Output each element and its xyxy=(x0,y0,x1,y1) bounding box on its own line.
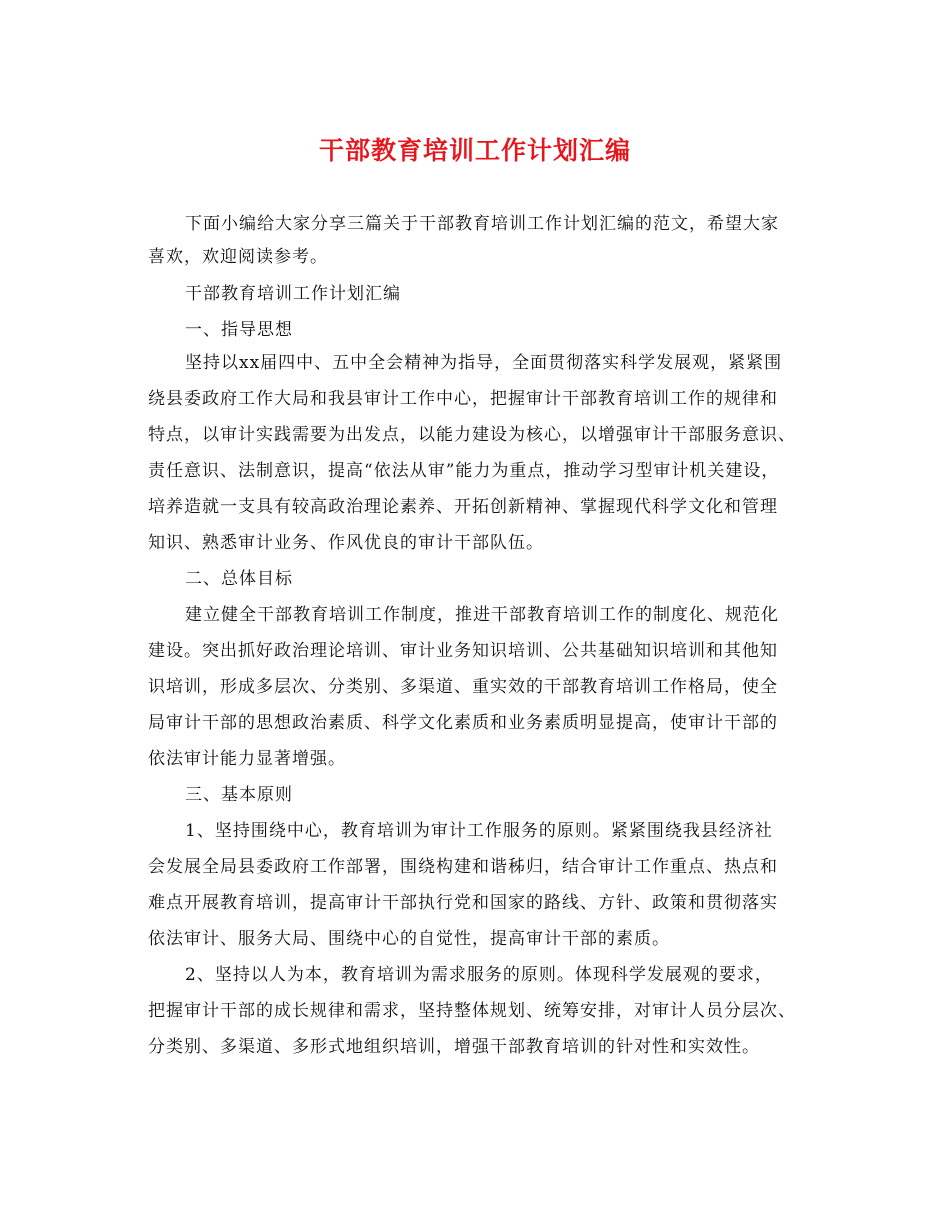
paragraph-line: 会发展全局县委政府工作部署，围绕构建和谐秭归，结合审计工作重点、热点和 xyxy=(148,857,778,877)
section-heading: 一、指导思想 xyxy=(185,320,293,340)
subtitle: 干部教育培训工作计划汇编 xyxy=(185,284,401,304)
paragraph-line: 依法审计、服务大局、围绕中心的自觉性，提高审计干部的素质。 xyxy=(148,929,670,949)
paragraph-line: 知识、熟悉审计业务、作风优良的审计干部队伍。 xyxy=(148,533,544,553)
paragraph-line: 难点开展教育培训，提高审计干部执行党和国家的路线、方针、政策和贯彻落实 xyxy=(148,893,778,913)
paragraph-line: 分类别、多渠道、多形式地组织培训，增强干部教育培训的针对性和实效性。 xyxy=(148,1037,760,1057)
paragraph-line: 责任意识、法制意识，提高“依法从审”能力为重点，推动学习型审计机关建设， xyxy=(148,461,780,481)
paragraph-line: 局审计干部的思想政治素质、科学文化素质和业务素质明显提高，使审计干部的 xyxy=(148,713,778,733)
paragraph-line: 建立健全干部教育培训工作制度，推进干部教育培训工作的制度化、规范化 xyxy=(185,605,779,625)
paragraph-line: 2、坚持以人为本，教育培训为需求服务的原则。体现科学发展观的要求， xyxy=(185,965,773,985)
document-title: 干部教育培训工作计划汇编 xyxy=(318,136,631,165)
paragraph-line: 识培训，形成多层次、分类别、多渠道、重实效的干部教育培训工作格局，使全 xyxy=(148,677,778,697)
intro-line: 下面小编给大家分享三篇关于干部教育培训工作计划汇编的范文，希望大家 xyxy=(185,214,779,234)
paragraph-line: 培养造就一支具有较高政治理论素养、开拓创新精神、掌握现代科学文化和管理 xyxy=(148,497,778,517)
section-heading: 三、基本原则 xyxy=(185,785,293,805)
paragraph-line: 1、坚持围绕中心，教育培训为审计工作服务的原则。紧紧围绕我县经济社 xyxy=(185,821,773,841)
paragraph-line: 把握审计干部的成长规律和需求，坚持整体规划、统筹安排，对审计人员分层次、 xyxy=(148,1001,796,1021)
paragraph-line: 特点，以审计实践需要为出发点，以能力建设为核心，以增强审计干部服务意识、 xyxy=(148,425,796,445)
paragraph-line: 建设。突出抓好政治理论培训、审计业务知识培训、公共基础知识培训和其他知 xyxy=(148,641,778,661)
paragraph-line: 绕县委政府工作大局和我县审计工作中心，把握审计干部教育培训工作的规律和 xyxy=(148,389,778,409)
intro-line: 喜欢，欢迎阅读参考。 xyxy=(148,247,328,267)
paragraph-line: 依法审计能力显著增强。 xyxy=(148,749,346,769)
paragraph-line: 坚持以xx届四中、五中全会精神为指导，全面贯彻落实科学发展观，紧紧围 xyxy=(185,353,783,373)
section-heading: 二、总体目标 xyxy=(185,569,293,589)
